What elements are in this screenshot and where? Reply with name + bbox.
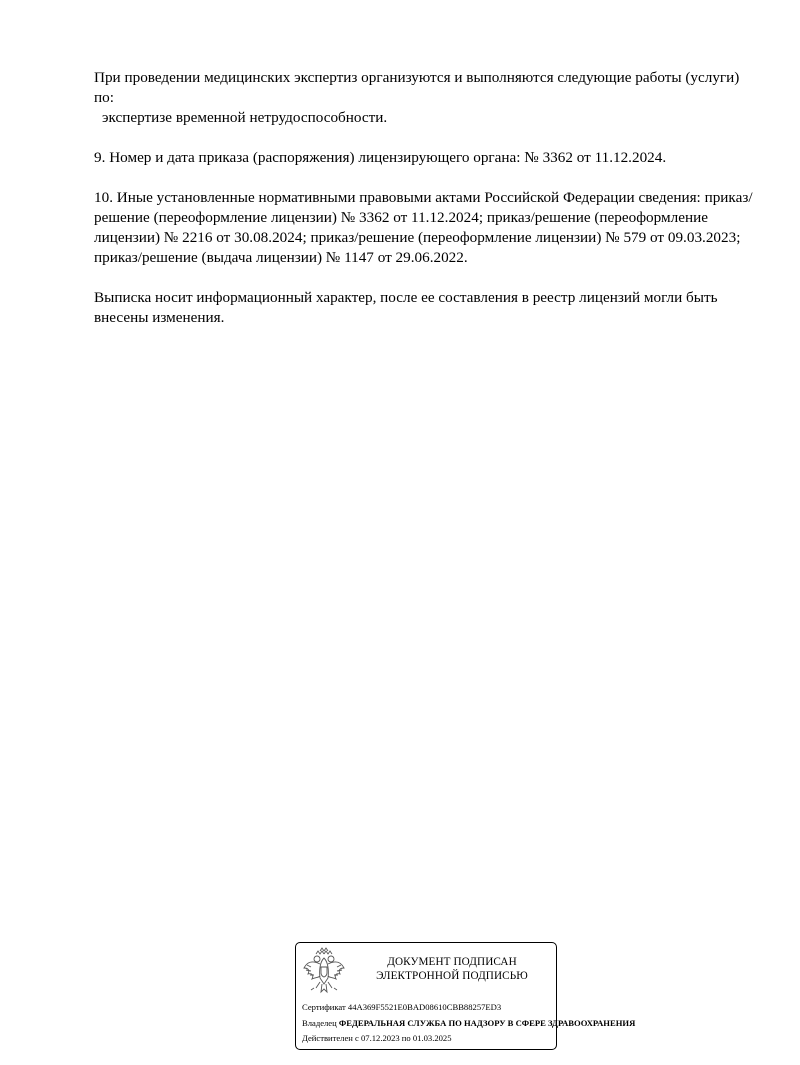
owner-value: ФЕДЕРАЛЬНАЯ СЛУЖБА ПО НАДЗОРУ В СФЕРЕ ЗДРАВООХРАНЕНИЯ	[338, 1018, 636, 1028]
stamp-title-line-1: ДОКУМЕНТ ПОДПИСАН	[387, 956, 517, 968]
stamp-title-line-2: ЭЛЕКТРОННОЙ ПОДПИСЬЮ	[376, 970, 528, 982]
stamp-title	[350, 955, 554, 983]
paragraph-order-number: 9. Номер и дата приказа (распоряжения) лицензирующего органа: № 3362 от 11.12.2024.	[94, 149, 667, 166]
certificate-validity: Действителен с 07.12.2023 по 01.03.2025	[302, 1033, 452, 1043]
certificate-number: Сертификат 44A369F5521E0BAD08610CBB88257ED3	[302, 1002, 502, 1012]
paragraph-medical-expertise-item: экспертизе временной нетрудоспособности.	[102, 109, 388, 126]
paragraph-other-info: 10. Иные установленные нормативными правовыми актами Российской Федерации сведения: приказ/решение (переоформление лицензии) № 3362 от 11.12.2024; приказ/решение (переоформление лицензии) № 2216 от 30.08.2024; приказ/решение (переоформление лицензии) № 579 от 09.03.2023; приказ/решение (выдача лицензии) № 1147 от 29.06.2022.	[94, 189, 753, 266]
paragraph-medical-expertise: При проведении медицинских экспертиз организуются и выполняются следующие работы (услуги) по:	[94, 69, 740, 106]
paragraph-disclaimer: Выписка носит информационный характер, после ее составления в реестр лицензий могли быть внесены изменения.	[94, 289, 718, 326]
certificate-owner	[302, 1018, 635, 1029]
owner-label: Владелец	[302, 1018, 339, 1028]
coat-of-arms-icon	[302, 948, 346, 998]
document-body	[94, 68, 758, 328]
electronic-signature-stamp	[295, 942, 636, 1050]
